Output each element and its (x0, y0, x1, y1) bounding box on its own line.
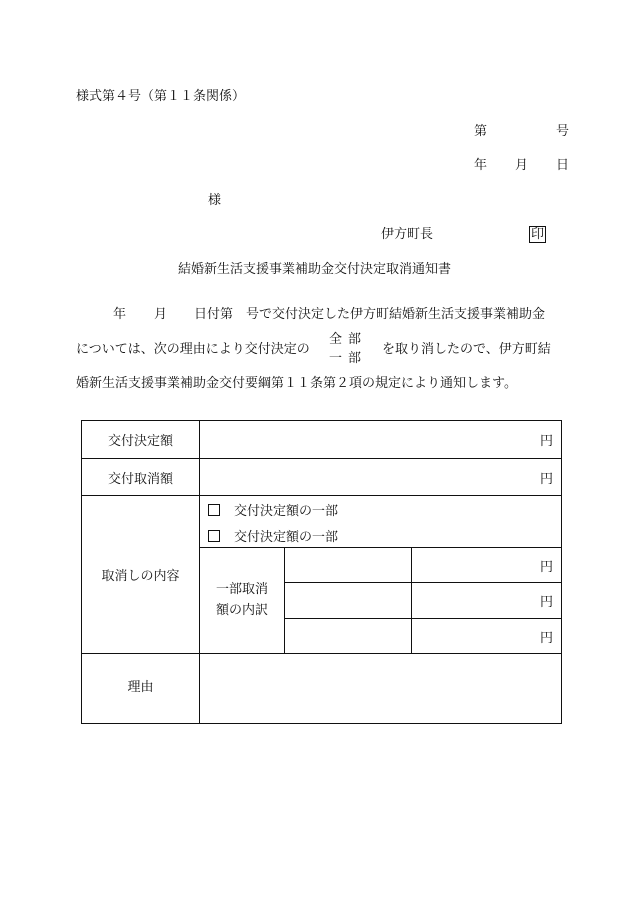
issuer-name: 伊方町長 (381, 227, 434, 242)
cancellation-table (81, 420, 562, 724)
reason-label: 理由 (82, 654, 200, 724)
date-day: 日 (556, 158, 570, 173)
checkbox-icon[interactable] (208, 504, 220, 516)
breakdown-amount-3[interactable]: 円 (412, 619, 562, 654)
reason-row (82, 654, 562, 724)
addressee-suffix: 様 (208, 193, 222, 208)
breakdown-amount-2[interactable]: 円 (412, 583, 562, 619)
breakdown-item-1[interactable] (285, 548, 412, 583)
option-part: 一部 (329, 351, 368, 366)
checkbox-option-2[interactable]: 交付決定額の一部 (200, 524, 562, 548)
reason-field[interactable] (200, 654, 562, 724)
option-all: 全部 (329, 332, 368, 347)
breakdown-item-2[interactable] (285, 583, 412, 619)
decision-amount-row (82, 421, 562, 459)
decision-amount-label: 交付決定額 (82, 421, 200, 459)
date-year: 年 (474, 158, 488, 173)
breakdown-amount-1[interactable]: 円 (412, 548, 562, 583)
date-month: 月 (515, 158, 529, 173)
breakdown-item-3[interactable] (285, 619, 412, 654)
partial-breakdown-label: 一部取消 額の内訳 (200, 548, 285, 654)
body-line-2-suffix: を取り消したので、伊方町結 (382, 342, 551, 357)
content-checkbox-row-1 (82, 496, 562, 524)
cancel-amount-row (82, 459, 562, 496)
doc-number-prefix: 第 (474, 124, 488, 139)
yen-unit: 円 (540, 434, 554, 449)
checkbox-icon[interactable] (208, 530, 220, 542)
body-line-3: 婚新生活支援事業補助金交付要綱第１１条第２項の規定により通知します。 (76, 376, 517, 391)
content-label: 取消しの内容 (82, 496, 200, 654)
body-line-1: 日付第 号で交付決定した伊方町結婚新生活支援事業補助金 (194, 307, 546, 322)
decision-amount-field[interactable] (200, 421, 562, 459)
body-month: 月 (154, 307, 168, 322)
document-title: 結婚新生活支援事業補助金交付決定取消通知書 (178, 262, 452, 277)
doc-number-suffix: 号 (556, 124, 570, 139)
yen-unit: 円 (540, 471, 554, 487)
checkbox-option-1[interactable]: 交付決定額の一部 (200, 496, 562, 524)
cancel-amount-label: 交付取消額 (82, 459, 200, 496)
seal-mark: 印 (531, 227, 545, 242)
cancel-amount-field[interactable] (200, 459, 562, 496)
body-year: 年 (113, 307, 127, 322)
form-number: 様式第４号（第１１条関係） (76, 89, 246, 104)
body-line-2-prefix: については、次の理由により交付決定の (76, 342, 310, 357)
cancel-scope-options (329, 333, 367, 365)
